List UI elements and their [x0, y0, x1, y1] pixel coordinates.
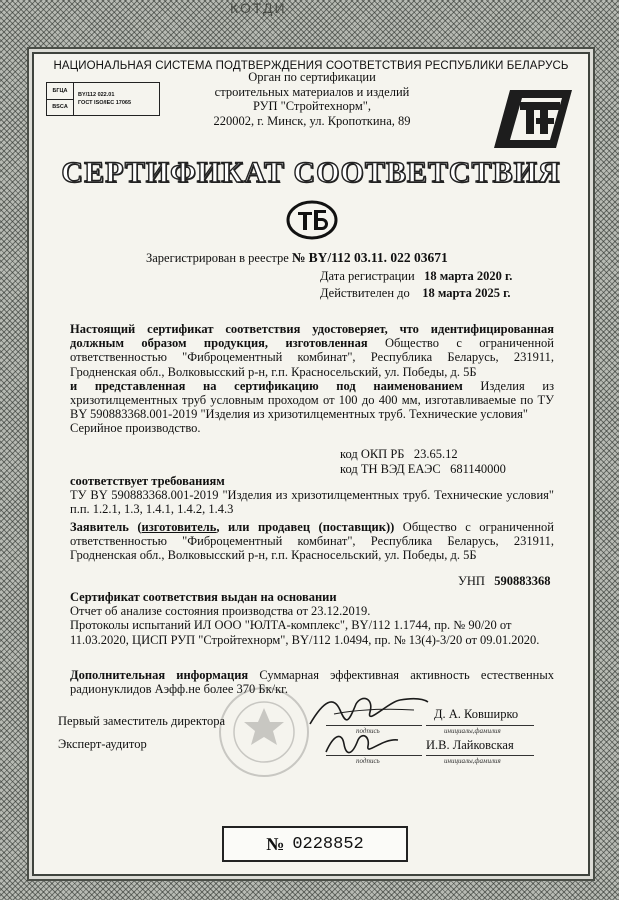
accreditation-bsca: BSCA: [52, 104, 68, 111]
certificate-title: СЕРТИФИКАТ СООТВЕТСТВИЯ: [61, 156, 561, 189]
unp-line: [458, 574, 551, 589]
requirements-section: [70, 474, 554, 517]
basis-line-1: Отчет об анализе состояния производства от 23.12.2019.: [70, 604, 371, 619]
form-no-sign: №: [266, 833, 285, 854]
deputy-name: Д. А. Ковширко: [434, 707, 519, 721]
registration-no-sign: №: [291, 250, 306, 265]
form-number: 0228852: [292, 834, 364, 854]
applicant-text: Общество с ограниченной ответственностью "Фиброцементный комбинат", Республика Беларусь, 231911, Гродненская обл., Волковысский р-н, г.п. Красносельский, ул. Победы, д. 5Б: [70, 520, 554, 563]
body-line-3: РУП "Стройтехнорм",: [253, 99, 371, 113]
certificate-body: [34, 54, 588, 874]
product-text: Изделия из хризотилцементных труб условным проходом от 100 до 400 мм, изготавливаемые по ТУ BY 590883368.001-2019 "Изделия из хризотилцементных труб. Технические условия": [70, 378, 555, 422]
accreditation-mark: [46, 82, 160, 116]
requirements-heading: соответствует требованиям: [70, 474, 225, 488]
okp-code: 23.65.12: [413, 447, 458, 461]
okp-label: код ОКП РБ: [340, 447, 405, 461]
certification-body: [184, 70, 440, 128]
expert-auditor-label: Эксперт-аудитор: [58, 737, 147, 751]
requirements-text: ТУ BY 590883368.001-2019 "Изделия из хризотилцементных труб. Технические условия" п.п. 1.2.1, 1.3, 1.4.1, 1.4.2, 1.4.3: [70, 488, 554, 517]
manufacturer-text: Общество с ограниченной ответственностью "Фиброцементный комбинат", Республика Беларусь, 231911, Гродненская обл., Волковысский р-н, г.п. Красносельский, ул. Победы, д. 5Б: [70, 336, 554, 379]
accreditation-bgca: БГЦА: [47, 83, 73, 100]
top-border-text: КОТДИ: [230, 0, 287, 16]
basis-line-2: Протоколы испытаний ИЛ ООО "ЮЛТА-комплекс", BY/112 1.1744, пр. № 90/20 от 11.03.2020, ЦИСП РУП "Стройтехнорм", BY/112 1.0494, пр. № 13(4)-3/20 от 09.01.2020.: [70, 618, 540, 647]
system-line: НАЦИОНАЛЬНАЯ СИСТЕМА ПОДТВЕРЖДЕНИЯ СООТВЕТСТВИЯ РЕСПУБЛИКИ БЕЛАРУСЬ: [53, 60, 569, 72]
additional-heading: Дополнительная информация: [70, 668, 249, 682]
tnved-label: код ТН ВЭД ЕАЭС: [340, 462, 441, 476]
registration-number: BY/112 03.11. 022 03671: [308, 250, 448, 265]
deputy-name-line: [426, 725, 534, 726]
deputy-sign-caption: подпись: [356, 727, 380, 735]
applicant-heading-b: изготовитель: [141, 520, 217, 534]
production-type: Серийное производство.: [70, 421, 201, 436]
additional-text: Суммарная эффективная активность естественных радионуклидов Аэфф.не более 370 Бк/кг.: [70, 668, 554, 697]
basis-section: [70, 590, 554, 647]
registration-dates: [320, 268, 534, 302]
registration-line: [146, 250, 448, 266]
accreditation-standard: ГОСТ ISO/IEC 17065: [78, 100, 132, 106]
auditor-name-caption: инициалы,фамилия: [444, 757, 501, 765]
certificate-statement: [70, 322, 554, 436]
basis-heading: Сертификат соответствия выдан на основании: [70, 590, 337, 604]
auditor-sign-caption: подпись: [356, 757, 380, 765]
reg-date: 18 марта 2020 г.: [424, 269, 513, 283]
form-number-box: [222, 826, 408, 862]
unp-label: УНП: [458, 574, 485, 588]
applicant-heading-c: , или продавец (поставщик)): [216, 520, 395, 534]
stb-logo: [286, 200, 338, 240]
tnved-code: 681140000: [450, 462, 506, 476]
conformity-mark-logo: [492, 88, 574, 150]
auditor-name: И.В. Лайковская: [426, 738, 514, 752]
valid-date-label: Действителен до: [320, 286, 410, 300]
auditor-signature-line: [326, 755, 422, 756]
deputy-director-label: Первый заместитель директора: [58, 714, 226, 728]
applicant-section: [70, 520, 554, 563]
accreditation-number: BY/112 022.01: [78, 92, 115, 98]
valid-date: 18 марта 2025 г.: [422, 286, 511, 300]
deputy-signature-line: [326, 725, 422, 726]
body-line-4: 220002, г. Минск, ул. Кропоткина, 89: [213, 113, 411, 128]
statement-bold-2: и представленная на сертификацию под наименованием: [70, 378, 463, 393]
body-line-2: строительных материалов и изделий: [214, 84, 410, 99]
applicant-heading-a: Заявитель (: [70, 520, 142, 534]
auditor-name-line: [426, 755, 534, 756]
body-line-1: Орган по сертификации: [248, 70, 376, 84]
product-codes: [340, 447, 506, 477]
statement-bold-1: Настоящий сертификат соответствия удостоверяет, что идентифицированная должным образом продукция, изготовленная: [70, 322, 554, 351]
reg-date-label: Дата регистрации: [320, 269, 415, 283]
deputy-signature: [304, 690, 434, 730]
unp-value: 590883368: [494, 574, 551, 588]
deputy-name-caption: инициалы,фамилия: [444, 727, 501, 735]
stamp-emblem: [214, 682, 314, 782]
registration-label: Зарегистрирован в реестре: [146, 251, 289, 265]
